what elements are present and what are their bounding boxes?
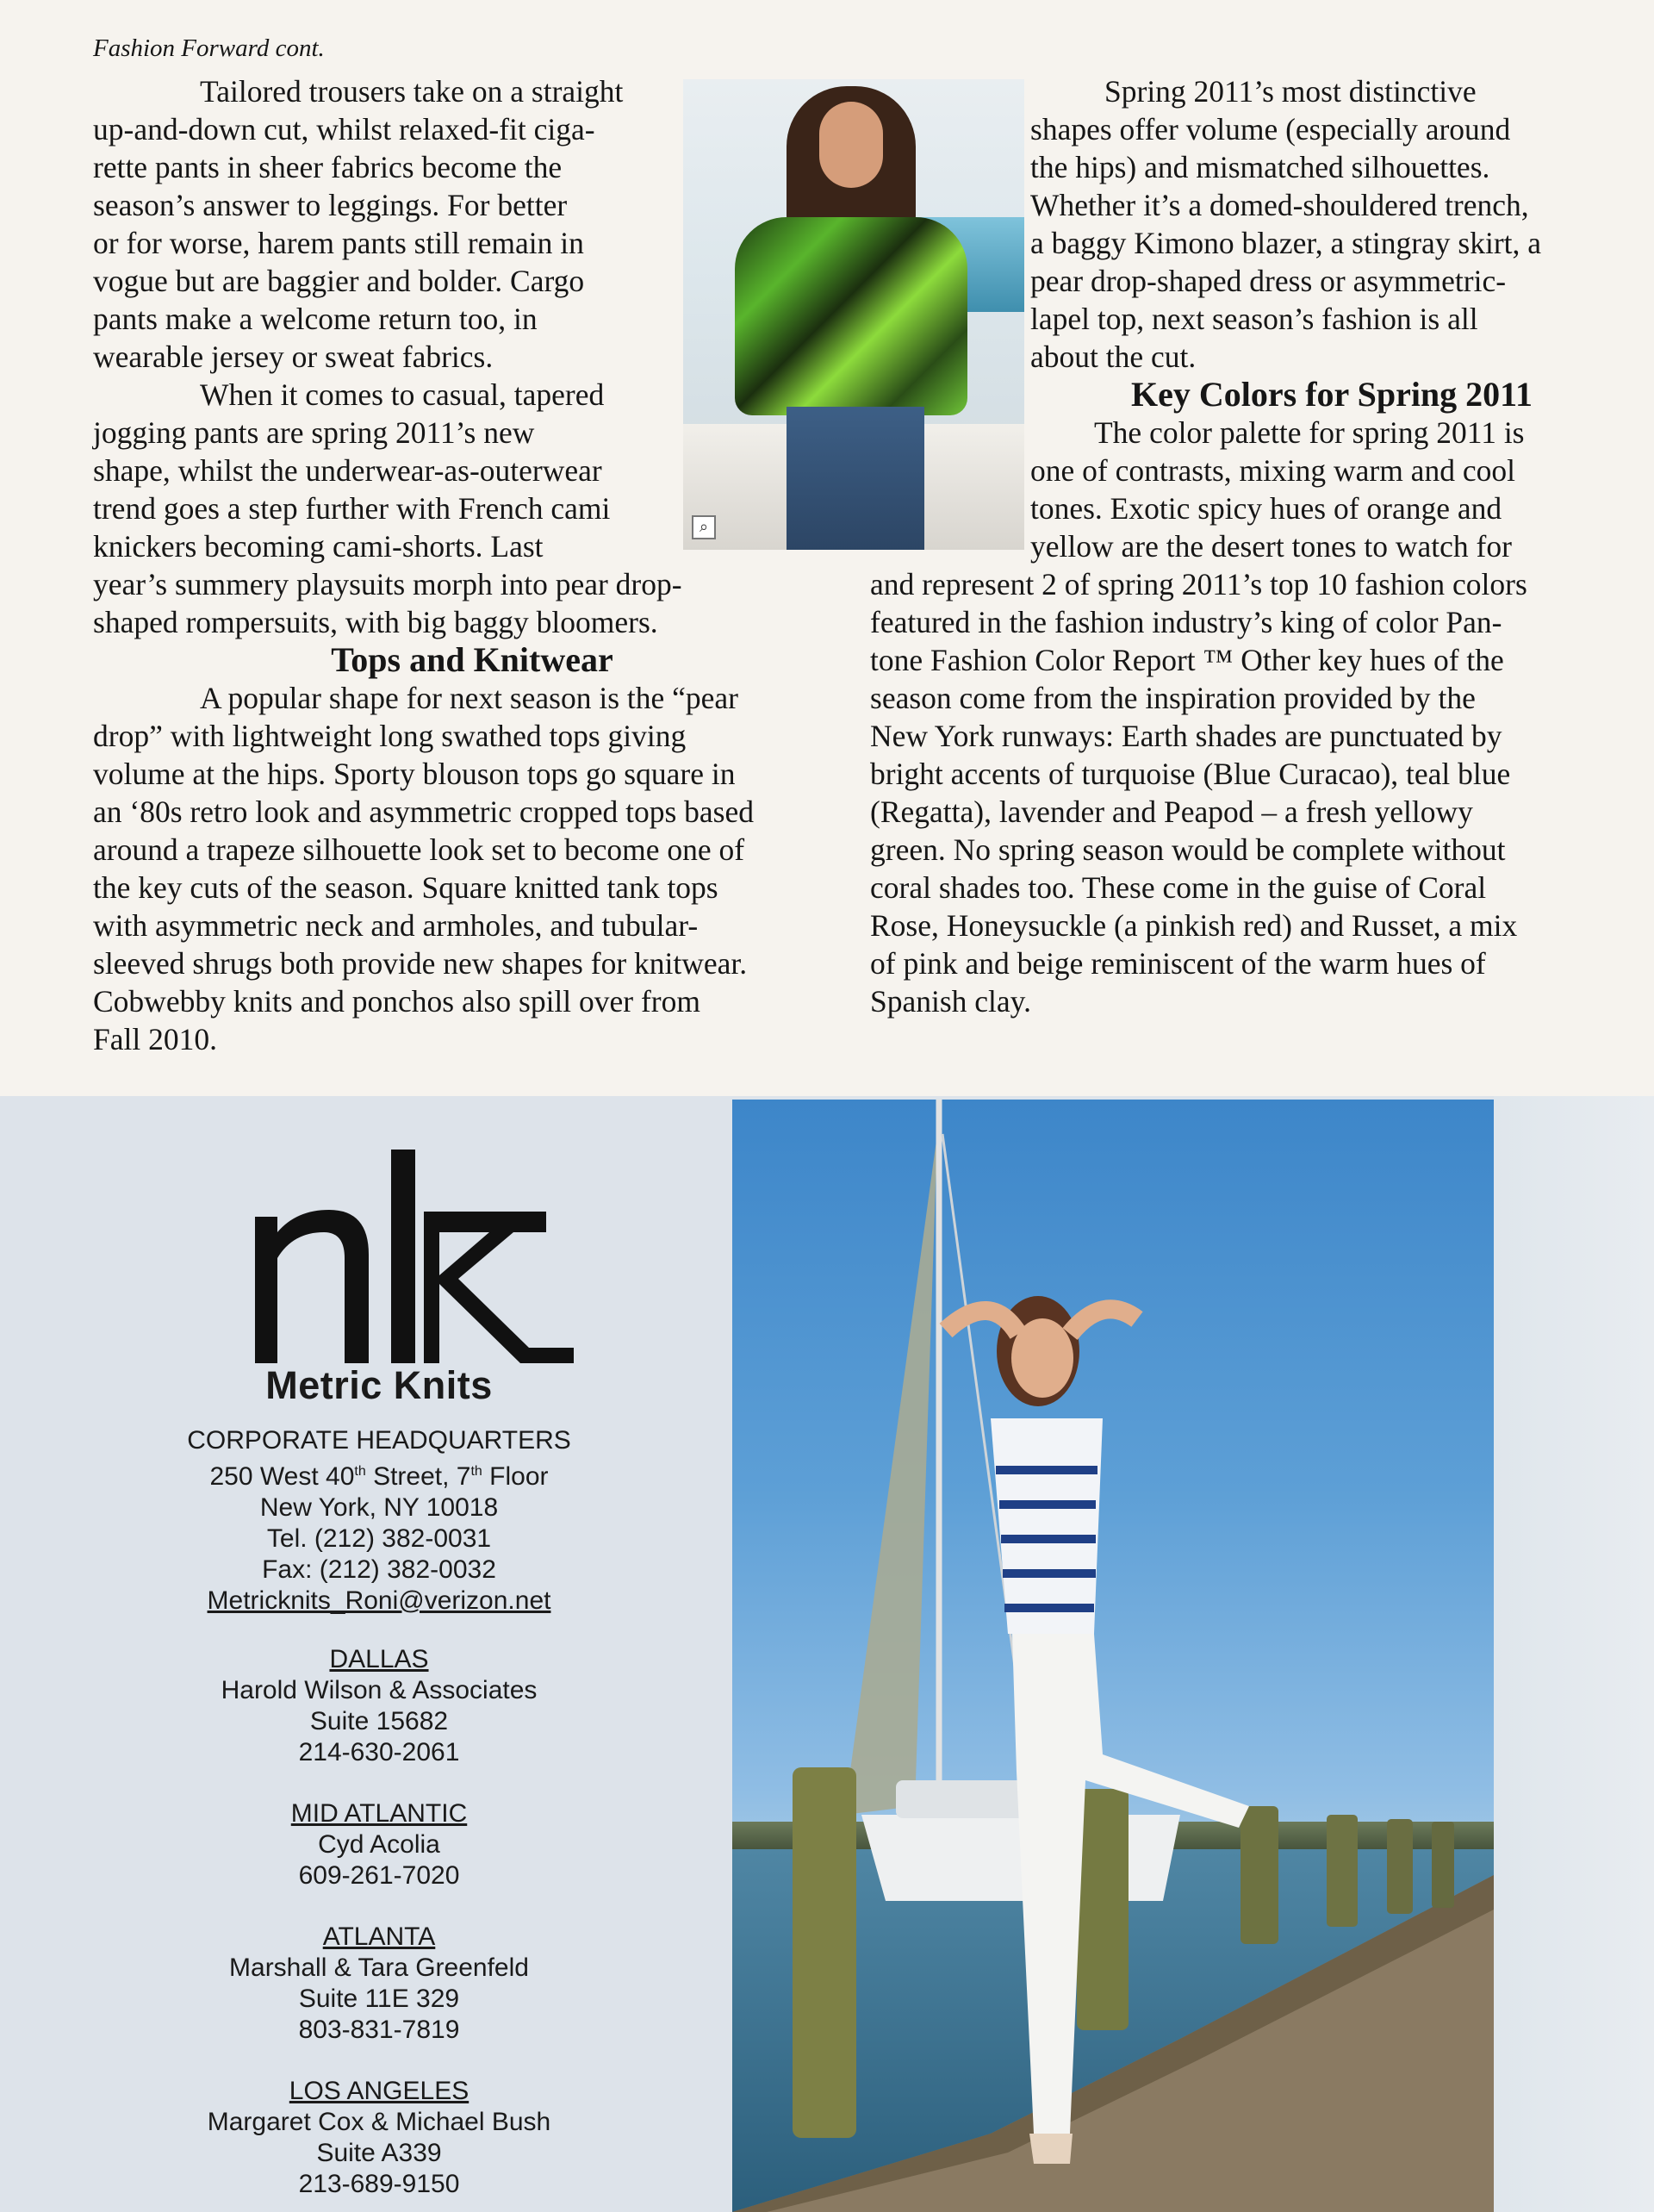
- brand-name: Metric Knits: [265, 1363, 493, 1407]
- text-line: green. No spring season would be complete without: [870, 832, 1506, 867]
- text-line: Fall 2010.: [93, 1022, 217, 1056]
- text-line: pear drop-shaped dress or asymmetric-: [1030, 264, 1507, 298]
- text-line: and represent 2 of spring 2011’s top 10 fashion colors: [870, 567, 1527, 601]
- text-line: shaped rompersuits, with big baggy bloomers.: [93, 605, 658, 639]
- photo-green-blouse: [735, 217, 967, 415]
- text-line: Cobwebby knits and ponchos also spill over from: [93, 984, 700, 1019]
- right-column-top: [1030, 72, 1633, 565]
- text-line: Spanish clay.: [870, 984, 1031, 1019]
- text-line: tone Fashion Color Report ™ Other key hues of the: [870, 643, 1504, 677]
- office-los-angeles: [52, 2076, 706, 2200]
- office-line: Suite A339: [316, 2139, 442, 2167]
- address-part: 250 West 40: [209, 1462, 355, 1491]
- article-page: [0, 0, 1654, 1096]
- text-line: of pink and beige reminiscent of the warm hues of: [870, 946, 1486, 981]
- zoom-icon[interactable]: ⌕: [692, 515, 716, 539]
- text-line: bright accents of turquoise (Blue Curacao), teal blue: [870, 757, 1511, 791]
- text-line: Spring 2011’s most distinctive: [1104, 74, 1477, 109]
- metric-knits-logo: [255, 1150, 574, 1365]
- ordinal-suffix: th: [470, 1464, 482, 1479]
- text-line: season come from the inspiration provided by the: [870, 681, 1476, 715]
- office-line: Cyd Acolia: [318, 1830, 440, 1859]
- office-city: DALLAS: [329, 1645, 429, 1673]
- fashion-photo-green-top: [683, 79, 1024, 550]
- hq-fax: Fax: (212) 382-0032: [262, 1555, 496, 1584]
- text-line: wearable jersey or sweat fabrics.: [93, 340, 494, 374]
- office-line: 609-261-7020: [298, 1861, 460, 1890]
- hq-address-line2: New York, NY 10018: [259, 1493, 499, 1522]
- office-line: Harold Wilson & Associates: [221, 1676, 538, 1704]
- text-line: (Regatta), lavender and Peapod – a fresh yellowy: [870, 794, 1473, 829]
- photo-dock-scene: [732, 1100, 1494, 2212]
- text-line: vogue but are baggier and bolder. Cargo: [93, 264, 585, 298]
- text-line: a baggy Kimono blazer, a stingray skirt, a: [1030, 226, 1542, 260]
- ordinal-suffix: th: [354, 1464, 366, 1479]
- text-line: with asymmetric neck and armholes, and tubular-: [93, 908, 699, 943]
- heading-tops-knitwear: Tops and Knitwear: [331, 640, 613, 679]
- office-city: LOS ANGELES: [289, 2077, 469, 2105]
- office-dallas: [52, 1644, 706, 1768]
- office-mid-atlantic: [52, 1798, 706, 1891]
- paragraph-shapes: [1030, 72, 1633, 376]
- text-line: Whether it’s a domed-shouldered trench,: [1030, 188, 1529, 222]
- office-line: Suite 15682: [309, 1707, 449, 1735]
- text-line: volume at the hips. Sporty blouson tops go square in: [93, 757, 736, 791]
- text-line: the key cuts of the season. Square knitted tank tops: [93, 870, 718, 905]
- text-line: about the cut.: [1030, 340, 1197, 374]
- fashion-photo-dock: [732, 1100, 1494, 2212]
- text-line: coral shades too. These come in the guise of Coral: [870, 870, 1487, 905]
- text-line: trend goes a step further with French cami: [93, 491, 611, 526]
- text-line: Rose, Honeysuckle (a pinkish red) and Russet, a mix: [870, 908, 1518, 943]
- text-line: tones. Exotic spicy hues of orange and: [1030, 491, 1502, 526]
- text-line: sleeved shrugs both provide new shapes for knitwear.: [93, 946, 748, 981]
- text-line: the hips) and mismatched silhouettes.: [1030, 150, 1490, 184]
- text-line: year’s summery playsuits morph into pear drop-: [93, 567, 682, 601]
- text-line: A popular shape for next season is the “pear: [200, 681, 738, 715]
- hq-title: CORPORATE HEADQUARTERS: [187, 1426, 571, 1455]
- office-line: 214-630-2061: [298, 1738, 460, 1766]
- text-line: When it comes to casual, tapered: [200, 377, 605, 412]
- text-line: shape, whilst the underwear-as-outerwear: [93, 453, 602, 488]
- office-atlanta: [52, 1922, 706, 2046]
- text-line: shapes offer volume (especially around: [1030, 112, 1511, 146]
- text-line: one of contrasts, mixing warm and cool: [1030, 453, 1515, 488]
- office-city: ATLANTA: [322, 1922, 436, 1951]
- office-line: 803-831-7819: [298, 2016, 460, 2044]
- text-line: pants make a welcome return too, in: [93, 302, 538, 336]
- metric-knits-advertisement: [0, 1096, 1654, 2212]
- ad-right-margin: [1494, 1096, 1654, 2212]
- hq-address-line1: [52, 1456, 706, 1492]
- photo-jeans: [787, 407, 924, 550]
- office-line: Margaret Cox & Michael Bush: [207, 2108, 551, 2136]
- text-line: around a trapeze silhouette look set to become one of: [93, 832, 745, 867]
- text-line: up-and-down cut, whilst relaxed-fit ciga-: [93, 112, 595, 146]
- right-column-bottom: [870, 565, 1628, 1020]
- office-city: MID ATLANTIC: [290, 1799, 468, 1828]
- heading-key-colors: Key Colors for Spring 2011: [1131, 375, 1533, 414]
- text-line: an ‘80s retro look and asymmetric cropped tops based: [93, 794, 754, 829]
- hq-telephone: Tel. (212) 382-0031: [266, 1524, 492, 1553]
- ad-contact-panel: [52, 1096, 706, 2212]
- office-line: 213-689-9150: [298, 2170, 460, 2198]
- text-line: or for worse, harem pants still remain in: [93, 226, 584, 260]
- running-head: Fashion Forward cont.: [93, 34, 325, 62]
- text-line: New York runways: Earth shades are punctuated by: [870, 719, 1502, 753]
- address-part: Floor: [482, 1462, 549, 1491]
- text-line: The color palette for spring 2011 is: [1094, 415, 1525, 450]
- office-line: Marshall & Tara Greenfeld: [229, 1953, 529, 1982]
- text-line: knickers becoming cami-shorts. Last: [93, 529, 544, 564]
- text-line: lapel top, next season’s fashion is all: [1030, 302, 1478, 336]
- headquarters-block: [52, 1425, 706, 1617]
- paragraph-colors-bottom: [870, 565, 1628, 1020]
- paragraph-tops: [93, 679, 851, 1058]
- text-line: jogging pants are spring 2011’s new: [93, 415, 535, 450]
- text-line: Tailored trousers take on a straight: [200, 74, 624, 109]
- paragraph-colors-top: [1030, 414, 1633, 565]
- text-line: featured in the fashion industry’s king of color Pan-: [870, 605, 1502, 639]
- office-line: Suite 11E 329: [298, 1985, 460, 2013]
- text-line: yellow are the desert tones to watch for: [1030, 529, 1512, 564]
- address-part: Street, 7: [365, 1462, 471, 1491]
- text-line: season’s answer to leggings. For better: [93, 188, 568, 222]
- text-line: drop” with lightweight long swathed tops giving: [93, 719, 687, 753]
- hq-email-link[interactable]: Metricknits_Roni@verizon.net: [207, 1586, 551, 1615]
- photo-model-face: [819, 102, 883, 188]
- text-line: rette pants in sheer fabrics become the: [93, 150, 563, 184]
